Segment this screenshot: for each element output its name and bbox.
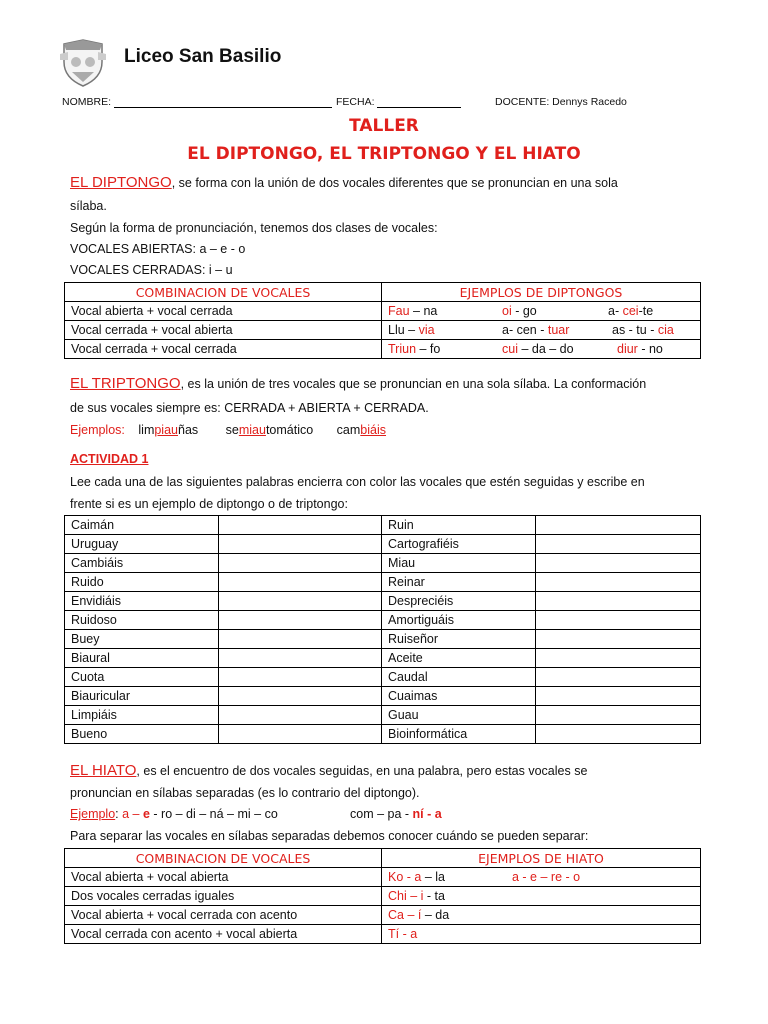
example-text: -te [638,304,654,318]
table-header: EJEMPLOS DE HIATO [382,849,701,868]
table-row [65,649,701,668]
table-row [65,321,701,340]
example-text: – fo [416,342,441,356]
word-cell: Cambiáis [65,554,219,573]
example-highlight: Ko - a [388,870,422,884]
combo-cell: Vocal abierta + vocal cerrada [65,302,382,321]
word-cell: Caimán [65,516,219,535]
example-highlight: biáis [360,423,387,437]
table-row [65,706,701,725]
table-header: COMBINACION DE VOCALES [65,849,382,868]
word-cell: Guau [382,706,536,725]
example-highlight: via [418,323,435,337]
answer-cell[interactable] [536,611,701,630]
example-text: as - tu - [612,323,658,337]
vocales-abiertas: VOCALES ABIERTAS: a – e - o [70,242,246,256]
ejemplo-label: Ejemplo [70,807,116,821]
example-text: a- [608,304,623,318]
word-cell: Bueno [65,725,219,744]
example-highlight: Ca – í [388,908,422,922]
combo-cell: Vocal cerrada + vocal cerrada [65,340,382,359]
word-cell: Buey [65,630,219,649]
answer-cell[interactable] [219,630,382,649]
answer-cell[interactable] [536,706,701,725]
table-row [65,554,701,573]
answer-cell[interactable] [219,554,382,573]
diptongo-table [64,282,701,359]
answer-cell[interactable] [219,611,382,630]
example-text: – da – do [517,342,574,356]
diptongo-text-3: Según la forma de pronunciación, tenemos dos clases de vocales: [70,221,438,235]
example-text: a- cen - [502,323,548,337]
example-highlight: miau [238,423,266,437]
answer-cell[interactable] [219,516,382,535]
example-highlight: ní - a [412,807,442,821]
example-text: tomático [265,423,314,437]
answer-cell[interactable] [536,554,701,573]
table-header: COMBINACION DE VOCALES [65,283,382,302]
example-highlight: Triun [388,342,417,356]
word-cell: Ruidoso [65,611,219,630]
example-text: com – pa - [350,807,413,821]
actividad-text-1: Lee cada una de las siguientes palabras encierra con color las vocales que estén seguidas y escribe en [70,475,645,489]
word-cell: Despreciéis [382,592,536,611]
word-cell: Ruin [382,516,536,535]
examples-cell [382,887,701,906]
example-highlight: Chi – i [388,889,424,903]
answer-cell[interactable] [219,649,382,668]
table-row [65,906,701,925]
nombre-line [114,107,332,108]
examples-cell [382,925,701,944]
word-cell: Envidiáis [65,592,219,611]
diptongo-heading: EL DIPTONGO [70,174,172,191]
actividad-text-2: frente si es un ejemplo de diptongo o de triptongo: [70,497,348,511]
answer-cell[interactable] [536,592,701,611]
answer-cell[interactable] [536,535,701,554]
word-cell: Ruiseñor [382,630,536,649]
example-highlight: oi [502,304,512,318]
answer-cell[interactable] [219,573,382,592]
table-row [65,630,701,649]
example-text: lim [138,423,155,437]
table-row [65,687,701,706]
examples-cell [382,906,701,925]
nombre-label: NOMBRE: [62,96,112,108]
examples-cell [382,868,701,887]
table-row [65,592,701,611]
answer-cell[interactable] [536,649,701,668]
table-row [65,516,701,535]
example-highlight: Fau [388,304,410,318]
combo-cell: Dos vocales cerradas iguales [65,887,382,906]
example-text: - ta [423,889,445,903]
answer-cell[interactable] [219,592,382,611]
example-text: - go [511,304,537,318]
example-highlight: tuar [547,323,570,337]
fecha-field [336,96,461,108]
actividad-table [64,515,701,744]
answer-cell[interactable] [536,516,701,535]
example-text: Llu – [388,323,419,337]
example-highlight: a - e – re - o [512,870,581,884]
hiato-text-2: pronuncian en sílabas separadas (es lo contrario del diptongo). [70,786,420,800]
hiato-heading: EL HIATO [70,762,137,779]
table-header-row [65,283,701,302]
table-header: EJEMPLOS DE DIPTONGOS [382,283,701,302]
word-cell: Uruguay [65,535,219,554]
diptongo-text-2: sílaba. [70,199,107,213]
word-cell: Amortiguáis [382,611,536,630]
triptongo-heading: EL TRIPTONGO [70,375,181,392]
answer-cell[interactable] [219,535,382,554]
answer-cell[interactable] [536,687,701,706]
fecha-line [377,107,461,108]
examples-cell [382,340,701,359]
word-cell: Cuota [65,668,219,687]
word-cell: Aceite [382,649,536,668]
example-text: – na [409,304,438,318]
triptongo-text-2: de sus vocales siempre es: CERRADA + ABIERTA + CERRADA. [70,401,429,415]
combo-cell: Vocal cerrada con acento + vocal abierta [65,925,382,944]
table-row [65,302,701,321]
hiato-intro [70,762,587,779]
word-cell: Caudal [382,668,536,687]
example-highlight: a – [122,807,143,821]
actividad-heading: ACTIVIDAD 1 [70,452,149,466]
answer-cell[interactable] [536,573,701,592]
example-text: ñas [178,423,199,437]
example-highlight: cei [622,304,639,318]
examples-cell [382,302,701,321]
word-cell: Limpiáis [65,706,219,725]
table-row [65,887,701,906]
answer-cell[interactable] [219,668,382,687]
ejemplos-label: Ejemplos [70,423,122,437]
word-cell: Ruido [65,573,219,592]
word-cell: Biauricular [65,687,219,706]
answer-cell[interactable] [219,687,382,706]
combo-cell: Vocal cerrada + vocal abierta [65,321,382,340]
table-row [65,535,701,554]
word-cell: Bioinformática [382,725,536,744]
answer-cell[interactable] [219,706,382,725]
word-cell: Biaural [65,649,219,668]
table-row [65,925,701,944]
example-text: - no [637,342,663,356]
example-highlight: piau [154,423,178,437]
school-logo [60,38,106,88]
example-highlight: cia [657,323,674,337]
example-text: - ro – di – ná – mi – co [149,807,278,821]
examples-cell [382,321,701,340]
diptongo-intro [70,174,618,191]
example-text: cam [336,423,361,437]
docente-label: DOCENTE: Dennys Racedo [495,96,627,108]
combo-cell: Vocal abierta + vocal abierta [65,868,382,887]
example-highlight: cui [502,342,518,356]
hiato-table [64,848,701,944]
table-row [65,573,701,592]
answer-cell[interactable] [536,668,701,687]
example-highlight: diur [617,342,638,356]
table-row [65,611,701,630]
hiato-example-2 [350,807,442,821]
answer-cell[interactable] [536,725,701,744]
hiato-examples: Ejemplo: a – e - ro – di – ná – mi – co [70,807,278,821]
example-highlight: Tí - a [388,927,418,941]
example-text: – la [421,870,445,884]
vocales-cerradas: VOCALES CERRADAS: i – u [70,263,233,277]
diptongo-text-1: , se forma con la unión de dos vocales diferentes que se pronuncian en una sola [171,176,618,190]
title-taller: TALLER [349,116,419,136]
answer-cell[interactable] [536,630,701,649]
combo-cell: Vocal abierta + vocal cerrada con acento [65,906,382,925]
table-row [65,725,701,744]
triptongo-examples: Ejemplos: limpiauñas semiautomático cambiáis [70,423,387,437]
word-cell: Cartografiéis [382,535,536,554]
table-row [65,340,701,359]
page-title: EL DIPTONGO, EL TRIPTONGO Y EL HIATO [187,144,581,164]
triptongo-intro [70,375,646,392]
word-cell: Reinar [382,573,536,592]
hiato-text-1: , es el encuentro de dos vocales seguidas, en una palabra, pero estas vocales se [136,764,588,778]
example-text: se [225,423,239,437]
example-text: – da [421,908,450,922]
school-name: Liceo San Basilio [124,46,282,67]
table-header-row [65,849,701,868]
nombre-field [62,96,332,108]
table-row [65,868,701,887]
answer-cell[interactable] [219,725,382,744]
example-highlight: e [142,807,150,821]
word-cell: Miau [382,554,536,573]
word-cell: Cuaimas [382,687,536,706]
table-row [65,668,701,687]
triptongo-text-1: , es la unión de tres vocales que se pronuncian en una sola sílaba. La conformación [180,377,647,391]
hiato-text-3: Para separar las vocales en sílabas separadas debemos conocer cuándo se pueden separar: [70,829,589,843]
fecha-label: FECHA: [336,96,375,108]
